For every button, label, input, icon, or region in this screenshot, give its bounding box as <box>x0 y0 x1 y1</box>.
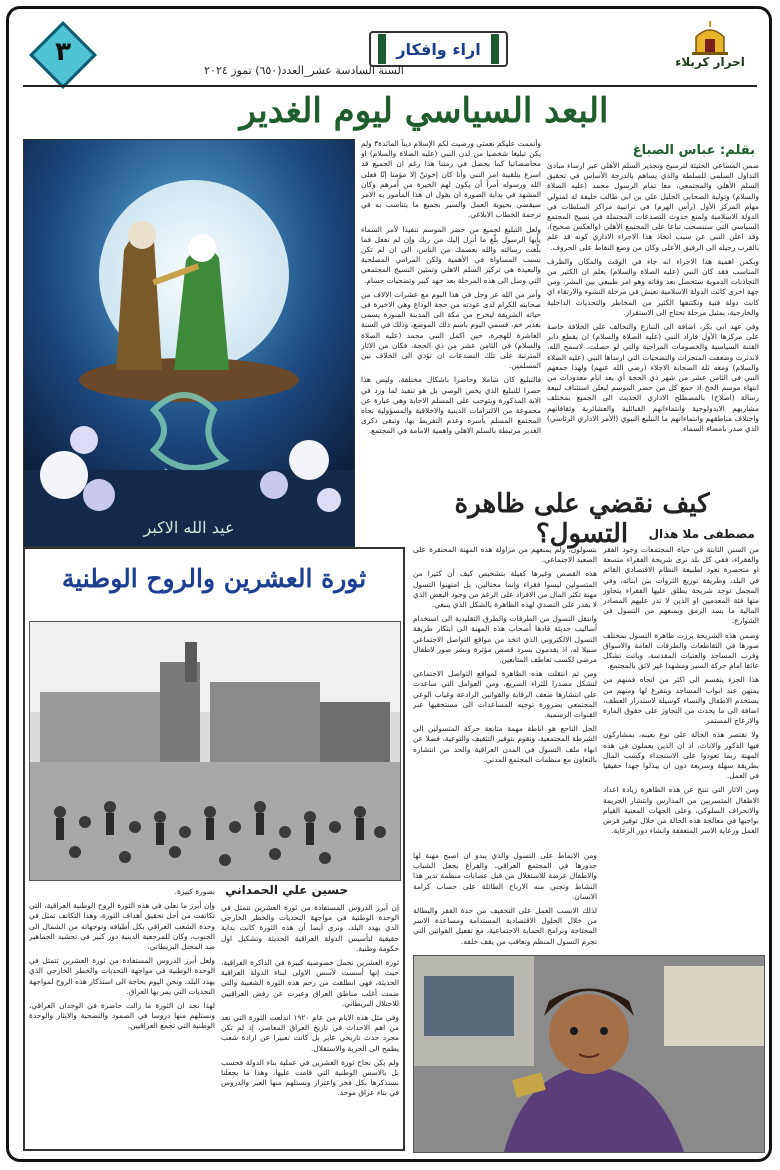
article3-paragraph: بصورة كبيرة. <box>174 887 215 896</box>
article3-paragraph: ولعل أبرز الدروس المستفادة من ثورة العشرين تتمثل في الوحدة الوطنية في مواجهة التحديات والخطر الخارجي الذي يهدد البلد، ونحن اليوم بحاجة الى استذكار هذه الروح لمواجهة التحديات التي يمر بها العراق. <box>29 956 215 996</box>
section-banner <box>369 31 508 67</box>
shrine-logo-icon <box>688 19 732 55</box>
child-beggar-photo-art <box>414 956 764 1152</box>
revolution-photo-art <box>30 622 400 880</box>
article2-right-column <box>603 545 759 951</box>
article2-paragraph: ومن الاثار التي تنتج عن هذه الظاهرة زيادة اعداد الاطفال المتسربين من المدارس وانتشار الجريمة والانحراف السلوكي، وعلى الجهات المعنية القيام بواجبها في معالجة هذه الحالة من خلال توفير فرص العمل ورعاية الاسر المتعففة وانشاء دور الرعاية. <box>603 785 759 836</box>
issue-info: السنة السادسة عشر_العدد(٦٥٠) تموز ٢٠٢٤ <box>204 64 404 77</box>
article1-paragraph: وبكمن اهمية هذا الاجراء انه جاء في الوقت والمكان والظرف المناسب فقد كان النبي (عليه الصلاة والسلام) يعلم ان الكثير من التجاذبات الدموية ستحصل بعد وفاته وهو امر طبيعي بين البشر، ومن جهة اخرى كانت الدولة الاسلامية تعيش في مرحلة النشوء والارتقاء اي كانت دولة فتية وتكتنفها الكثير من المخاطر والتحديات الداخلية والخارجية، بمثيل مرحلة تحتاج الى الاستقرار. <box>547 256 759 317</box>
article3-left-column <box>29 887 215 1143</box>
article1-author: بقلم: عباس الصباغ <box>632 143 755 158</box>
article1-paragraph: ولعل التبليغ لجميع من حضر الموسم تنفيذا لأمر السماء يأيها الرسول بلّغ ما أنزل إليك من ربك وإن لم تفعل فما بلّغت رسالته والله يعصمك من الناس، الى ان لم تكن بسبب المساواة في الأهمية ولكن المرامي المصلحية والبعيدة هي تركيز السلم الاهلي وتمتين النسيج المجتمعي التي وصل الى هذه المرحلة بعد جهد كبير وتضحيات جسام. <box>361 224 541 285</box>
article3-right-column <box>221 903 399 1143</box>
article2-paragraph: وانتقل التسول من الطرقات والطرق التقليدية الى استخدام أساليب حديثة قادها أصحاب هذه المهنة الى ابتكار طريقة التسول الالكتروني الذي اتخذ من مواقع التواصل الاجتماعي سبيلا له، اذ يقدمون بسرد قصص مؤثرة ونشر صور لاطفال مرضى لكسب تعاطف المتابعين. <box>413 614 597 665</box>
article2-bottom-column <box>413 851 597 949</box>
page-number-badge <box>33 25 93 85</box>
child-beggar-photo <box>413 955 765 1153</box>
article1-paragraph: وأتممت عليكم نعمتي ورضيت لكم الإسلام ديناً المائدة٣ ولم يكن تبليغا شخصيا من لدن النبي (عليه الصلاة والسلام) او محاصصاتيا كما يحصل في زمننا هذا رغم ان الجميع قد اسرع بتلقيبة امر النبي وأنا كان إخوتنّ إلا مؤمنا إنّا فعلى الله ورسوله أمراً أن يكون لهم الخيرة من أمرهم وكان المشهد في بداية الصورة ان يقول ان هذا المأمور به الامر سيقضي بحيوية العمل والسير بجميع ما يتناسب به في ترجمة الخطاب الابلاغي. <box>361 139 541 220</box>
article2-paragraph: ومن ثم انتقلت هذه الظاهرة لمواقع التواصل الاجتماعي لتشكل مصدرا للثراء السريع، ومن العوامل التي ساعدت على انتشارها ضعف الرقابة والقوانين الرادعة وغياب الوعي المجتمعي بضرورة توجيه المساعدات الى مستحقيها عبر القنوات الرسمية. <box>413 669 597 720</box>
article1-paragraph: ضمن المساعي الحثيثة لترسيخ وتجذير السلم الأهلي عبر ارساء مبادئ التداول السلمي للسلطة والذي يساهم بالدرجة الأساس في تحقيق السلم الأهلي والمجتمعي، معا تمام الرسول محمد (عليه الصلاة والسلام) وتولية الصحابي الجليل علي بن ابي طالب خليفة له لمتولي مهام المركز الأول (رأس الهرم) في تراتبية مراكز السلطات في الدولة الاسلامية ولمنع حدوث التصدعات المحتملة في نسيج المجتمع السياسي التي ستنسحب تباعا على المجتمع الأهلي (والعكس صحيح)، وقد اعلن النبي عن سبب اتخاذ هذا الاجراء الاداري كونه قد علم بالقرب رحيله الى الرفيق الأعلى وكان من وضع النقاط على الحروف. <box>547 161 759 252</box>
article1-left-column <box>361 139 541 491</box>
article3-paragraph: ولم يكن نجاح ثورة العشرين في عملية بناء الدولة فحسب بل بالاسس الوطنية التي قامت عليها، وهذا ما يجعلنا نستذكرها بكل فخر واعتزاز ونستلهم منها العبر والدروس في بناء عراق موحد. <box>221 1057 399 1098</box>
ghadeer-illustration-art <box>24 140 354 546</box>
article3-title: ثورة العشرين والروح الوطنية <box>61 564 367 593</box>
ghadeer-caption: عيد الله الاكبر <box>143 518 235 537</box>
article1-paragraph: وفي عهد ابي بكر، اضافة الى التنازع والتخالف على الخلافة خاصة على مركزها الأول فاراد النبي (عليه الصلاة والسلام) ان يقطع دابر الفتنة السياسية والخصومات المزاجية والتي لو حصلت، لاسمح الله، لاندثرت وضعفت المنجزات والتضحيات التي ارساها النبي (عليه الصلاة والسلام) ومعه ثلة الصحابة الاجلاء (رضي الله عنهم) ولهذا جمعهم النبي في الثامن عشر من شهر ذي الحجة أي بعد ايام معدودات من انتهاء موسم الحج اذ جمع كل من حضر الموسم ليعلن استئناف لبيعة رسالة (اصلاح) بالمصطلح الاداري الحديث الى الجميع بمختلف مشاربهم الايدولوجية وانتماءاتهم القبائلية والعشائرية وثقافاتهم واختلاف مناطقهم وانتماءاتهم ما النبليغ النبوي (الأمر الاداري الرئاسي) الذي صدر بامضاء السماء. <box>547 322 759 434</box>
header-rule <box>23 85 757 87</box>
revolution-photo <box>29 621 401 881</box>
article2-paragraph: هذه القصص وغيرها كفيلة بتشخيص كيف أن كثيرا من المتسولين ليسوا فقراء وإنما محتالين، بل امتهنوا التسول مهنة تكثر المال من الافراد على الرغم من وجود البعض الذي لا يقدر على التصدي لهذه الظاهرة بالشكل الذي ينبغي. <box>413 569 597 610</box>
article2-author: مصطفى ملا هذال <box>648 527 755 541</box>
article2-left-column <box>413 545 597 845</box>
article2-paragraph: ومن الانماط على التسول والذي يبدو ان اصبح مهنة لها جذورها في المجتمع العراقي، والفراغ يجعل الشباب والاطفال عرضة للاستغلال من قبل عصابات منظمة تدير هذا النشاط وتجني منه الارباح الطائلة على حساب كرامة الانسان. <box>413 851 597 901</box>
publication-logo <box>665 19 755 77</box>
newspaper-page <box>6 6 772 1162</box>
ghadeer-illustration <box>23 139 355 547</box>
article3-paragraph: لهذا نجد ان الثورة ما زالت حاضرة في الوجدان العراقي، ونستلهم منها دروسا في الصمود والتضحية والايثار والوحدة الوطنية التي تجمع العراقيين. <box>29 1001 215 1031</box>
article2-paragraph: الحل الناجع هو اناطة مهمة متابعة حركة المتسولين الى الشرطة المجتمعية، وتقوم بتوفير التثقيف والتوعية، فضلا عن انهاء ملف التسول في المدن العراقية والحد من انتشاره بالتعاون مع منظمات المجتمع المدني. <box>413 724 597 764</box>
article3-paragraph: وإن أبرز ما نعلي في هذه الثورة الروح الوطنية العراقية، التي تكاتفت من أجل تحقيق أهداف الثورة، وهذا التكاتف تمثل في وحدة الشعب العراقي بكل أطيافه وتوجهاته من الشمال الى الجنوب، وكان للمرجعية الدينية دور كبير في تحشيد الجماهير ضد المحتل البريطاني. <box>29 901 215 952</box>
article2-paragraph: من السنن الثابتة في حياة المجتمعات وجود الفقر والفقراء، ففي كل بلد نرى شريحة الفقراء متسعة او منحصرة تعود لطبيعة النظام الاقتصادي القائم في البلد، وطريقة توزيع الثروات بين ابنائه، وفي المجمل توجد شريحة يطلق عليها الفقراء يتجاوز منها فئة المعدمين او الذين لا تدر عليهم المصادر المالية ما يسد الرمق ويمنعهم من التسول في الشوارع. <box>603 545 759 626</box>
page-header <box>9 9 769 85</box>
article1-title: البعد السياسي ليوم الغدير <box>239 91 609 131</box>
article2-paragraph: ولا تقتصر هذه الحالة على نوع بعينه، بمشاركون فيها الذكور والاناث، اذ ان الذين يعملون في هذه المهنة ربما تعودوا على الاستجداء وكسب المال بطريقة سهلة وسريعة دون ان يبذلوا جهدا حقيقيا في العمل. <box>603 730 759 781</box>
article3-paragraph: وفي مثل هذه الايام من عام ١٩٢٠ اندلعت الثورة التي تعد من اهم الاحداث في تاريخ العراق المعاصر، إذ لم تكن مجرد حدث تاريخي عابر بل كانت تعبيرا عن ارادة شعب يطمح الى الحرية والاستقلال. <box>221 1013 399 1053</box>
article2-paragraph: وضمن هذه الشريحة برزت ظاهرة التسول بمختلف صورها في التقاطعات والطرقات العامة والاسواق وقرب المساجد والعتبات المقدسة، وباتت تشكل عائقا امام حركة السير ومشهدا غير لائق بالمجتمع. <box>603 630 759 671</box>
page-number: ٣ <box>55 37 71 67</box>
logo-text: احرار كربلاء <box>675 55 745 69</box>
section-title: اراء وافكار <box>396 39 481 59</box>
section-bar-right <box>378 34 386 64</box>
article1-paragraph: فالتبليغ كان شاملا وحاضرا باشكال مختلفة، وليس هذا حصرا للتبليغ الذي يخص الوصي بل هو تنفيذ لما ورد في الاية المذكورة ويتوجب على المسلم الاجابة وهي عبارة عن مجموعة من الالتزامات الدينية والاخلاقية والمسؤولية تجاه المجتمع المسلم بأسره وعدم التفريط بها، وتبقى ذكرى الغدير مرتبطة بالسلم الاهلي واهمية الامامة في المجتمع. <box>361 375 541 436</box>
article3-paragraph: ثورة العشرين تحمل خصوصية كبيرة في الذاكرة العراقية، حيث إنها أسست لأسس الاولى لبناء الدولة العراقية الحديثة، فهي انطلقت من رحم هذه الثورة الشعبية والتي ضمت أغلب مناطق العراق وعبرت عن رفض العراقيين للاحتلال البريطاني. <box>221 958 399 1008</box>
article2-paragraph: لذلك الانسب العمل على التخفيف من حدة الفقر والبطالة من خلال الحلول الاقتصادية المستدامة ومساعدة الاسر المحتاجة وبرامج الحماية الاجتماعية، مع تفعيل القوانين التي تجرم التسول المنظم وتعاقب من يقف خلفه. <box>413 906 597 946</box>
article2-paragraph: بتسولون، ولم يمنعهم من مزاولة هذه المهنة المحتقرة على الصعيد الاجتماعي. <box>413 545 597 565</box>
article1-right-column <box>547 161 759 491</box>
article2-paragraph: هذا الجزء ينقسم الى اكثر من اتجاه فمنهم من يمتهن عند ابواب المساجد ويتفرغ لها ومنهم من يستخدم الاطفال والنساء كوسيلة لاستدرار العطف، اضافة الى ما يحدث من التجاوز على حقوق المارة والازعاج المستمر. <box>603 675 759 726</box>
section-bar-left <box>491 34 499 64</box>
article3-paragraph: إن أبرز الدروس المستفادة من ثورة العشرين تتمثل في الوحدة الوطنية في مواجهة التحديات والخطر الخارجي الذي يهدد البلد، ونرى أيضا أن هذه الثورة كانت بداية حقيقية لتأسيس الدولة العراقية الحديثة وتشكيل اول حكومة وطنية. <box>221 903 399 953</box>
article2-title: كيف نقضي على ظاهرة التسول؟ <box>454 489 710 549</box>
article3-author: حسين علي الحمداني <box>225 883 349 897</box>
article1-paragraph: وأمر من الله عز وجل في هذا اليوم مع عشرات الالاف من صحابته الكرام لدى عودته من حجة الوداع وهي الاخيرة في حياته الشريفة ليخرج من مكة الى المدينة المنورة يسمى بغدير خم، فسمي اليوم باسم ذلك الموضع، وذلك في السنة العاشرة للهجرة، حين اكمل النبي محمد (عليه الصلاة والسلام) في الثامن عشر من ذي الحجة، فكان من الاثار المترتبة على تلك التصدعات ان تؤدي الى الخلاف بين المسلمين. <box>361 289 541 371</box>
